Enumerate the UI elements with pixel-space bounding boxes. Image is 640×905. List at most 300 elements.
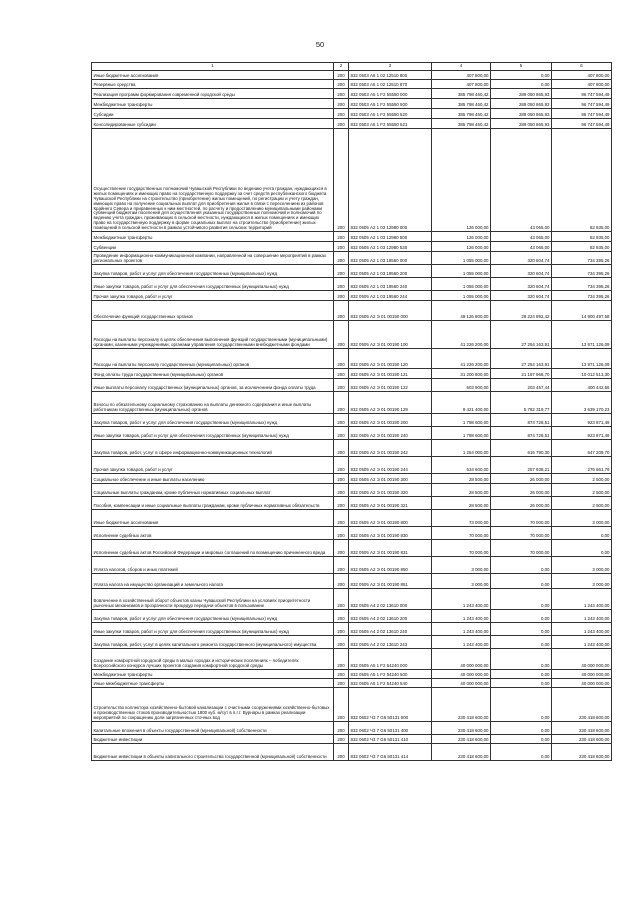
row-amount-executed: 5 782 319,77 bbox=[491, 392, 552, 414]
row-amount-remaining: 1 243 400,00 bbox=[552, 636, 612, 649]
row-code: 832 0602 Ч3 7 G6 50131 410 bbox=[349, 735, 432, 744]
table-row bbox=[92, 414, 612, 427]
row-amount-remaining: 2 500,00 bbox=[552, 474, 612, 484]
table-row bbox=[92, 321, 612, 349]
row-name: Иные бюджетные ассигнования bbox=[92, 510, 334, 527]
row-amount-remaining: 407 800,00 bbox=[552, 71, 612, 80]
budget-table bbox=[91, 62, 612, 761]
row-code: 832 0503 А5 1 F2 55550 000 bbox=[349, 89, 432, 99]
table-row bbox=[92, 510, 612, 527]
row-name: Вовлечение в хозяйственный оборот объектов казны Чувашской Республики на условиях приоритетности рыночных механизмов и прозрачности процедур передачи объектов в пользование bbox=[92, 589, 334, 610]
table-row bbox=[92, 688, 612, 722]
table-row bbox=[92, 89, 612, 99]
row-code: 832 0505 А5 1 F2 54240 000 bbox=[349, 649, 432, 670]
row-name: Бюджетные инвестиции bbox=[92, 735, 334, 744]
row-amount-executed: 289 050 865,93 bbox=[491, 109, 552, 119]
table-row bbox=[92, 735, 612, 744]
row-code: 832 0505 А4 2 02 13610 243 bbox=[349, 636, 432, 649]
row-name: Создание комфортной городской среды в малых городах и исторических поселениях – победителях Всероссийского конкурса лучших проектов создания комфортной городской среды bbox=[92, 649, 334, 670]
row-vid: 200 bbox=[334, 484, 349, 497]
row-amount-executed: 0,00 bbox=[491, 636, 552, 649]
row-vid: 200 bbox=[334, 252, 349, 265]
row-code: 832 0505 А2 Э 01 00190 000 bbox=[349, 301, 432, 321]
row-amount-remaining: 3 639 170,23 bbox=[552, 392, 612, 414]
table-row bbox=[92, 497, 612, 510]
row-vid: 200 bbox=[334, 735, 349, 744]
row-amount-remaining: 40 000 000,00 bbox=[552, 670, 612, 679]
row-amount-remaining: 276 661,79 bbox=[552, 457, 612, 474]
table-row bbox=[92, 109, 612, 119]
table-row bbox=[92, 679, 612, 688]
table-row bbox=[92, 71, 612, 80]
table-row bbox=[92, 301, 612, 321]
row-amount-remaining: 734 395,26 bbox=[552, 278, 612, 291]
row-amount-executed: 0,00 bbox=[491, 649, 552, 670]
row-amount-remaining: 82 935,00 bbox=[552, 232, 612, 242]
row-amount-executed: 0,00 bbox=[491, 735, 552, 744]
row-amount-executed: 43 065,00 bbox=[491, 232, 552, 242]
row-vid: 200 bbox=[334, 722, 349, 735]
row-amount-executed: 0,00 bbox=[491, 688, 552, 722]
row-vid: 200 bbox=[334, 610, 349, 623]
table-row bbox=[92, 527, 612, 540]
col-header-1: 1 bbox=[92, 63, 334, 71]
row-amount-remaining: 400 442,56 bbox=[552, 379, 612, 392]
row-code: 832 0505 А2 Э 01 00190 831 bbox=[349, 540, 432, 557]
col-header-6: 6 bbox=[552, 63, 612, 71]
row-name: Межбюджетные трансферты bbox=[92, 232, 334, 242]
row-name: Межбюджетные трансферты bbox=[92, 670, 334, 679]
row-name: Расходы на выплаты персоналу государственных (муниципальных) органов bbox=[92, 349, 334, 369]
row-code: 832 0505 А2 1 03 12980 000 bbox=[349, 129, 432, 232]
row-vid: 200 bbox=[334, 497, 349, 510]
row-amount-executed: 203 457,44 bbox=[491, 379, 552, 392]
row-vid: 200 bbox=[334, 527, 349, 540]
row-code: 832 0505 А2 1 03 12980 530 bbox=[349, 242, 432, 252]
row-vid: 200 bbox=[334, 540, 349, 557]
row-vid: 200 bbox=[334, 414, 349, 427]
row-vid: 200 bbox=[334, 291, 349, 301]
row-vid: 200 bbox=[334, 457, 349, 474]
row-amount-executed: 0,00 bbox=[491, 679, 552, 688]
row-code: 832 0505 А2 Э 01 00190 800 bbox=[349, 510, 432, 527]
table-row bbox=[92, 392, 612, 414]
row-amount-approved: 9 421 400,00 bbox=[432, 392, 491, 414]
table-row bbox=[92, 540, 612, 557]
row-amount-remaining: 3 000,00 bbox=[552, 574, 612, 589]
row-amount-executed: 27 254 163,91 bbox=[491, 349, 552, 369]
table-row bbox=[92, 589, 612, 610]
row-amount-remaining: 0,00 bbox=[552, 527, 612, 540]
row-amount-approved: 49 126 800,00 bbox=[432, 301, 491, 321]
row-amount-remaining: 1 243 400,00 bbox=[552, 623, 612, 636]
row-vid: 200 bbox=[334, 649, 349, 670]
row-code: 832 0505 А2 Э 01 00190 321 bbox=[349, 497, 432, 510]
row-amount-remaining: 1 243 400,00 bbox=[552, 610, 612, 623]
row-amount-executed: 26 000,00 bbox=[491, 474, 552, 484]
row-amount-executed: 43 065,00 bbox=[491, 242, 552, 252]
row-amount-remaining: 82 935,00 bbox=[552, 129, 612, 232]
row-amount-approved: 534 600,00 bbox=[432, 457, 491, 474]
row-code: 832 0505 А2 Э 01 00190 100 bbox=[349, 321, 432, 349]
table-row bbox=[92, 99, 612, 109]
row-amount-approved: 385 798 460,42 bbox=[432, 119, 491, 129]
row-code: 832 0505 А5 1 F2 54240 540 bbox=[349, 679, 432, 688]
row-name: Капитальные вложения в объекты государственной (муниципальной) собственности bbox=[92, 722, 334, 735]
row-vid: 200 bbox=[334, 589, 349, 610]
row-amount-remaining: 10 012 513,30 bbox=[552, 369, 612, 379]
row-amount-approved: 40 000 000,00 bbox=[432, 649, 491, 670]
row-amount-executed: 26 000,00 bbox=[491, 497, 552, 510]
row-amount-remaining: 230 418 600,00 bbox=[552, 688, 612, 722]
row-amount-approved: 73 000,00 bbox=[432, 510, 491, 527]
row-vid: 200 bbox=[334, 688, 349, 722]
row-amount-executed: 616 790,30 bbox=[491, 440, 552, 457]
row-vid: 200 bbox=[334, 574, 349, 589]
row-vid: 200 bbox=[334, 89, 349, 99]
table-row bbox=[92, 744, 612, 761]
row-code: 832 0505 А2 Э 01 00190 120 bbox=[349, 349, 432, 369]
row-name: Иные закупки товаров, работ и услуг для обеспечения государственных (муниципальных) нужд bbox=[92, 278, 334, 291]
row-code: 832 0505 А2 Э 01 00190 244 bbox=[349, 457, 432, 474]
row-vid: 200 bbox=[334, 80, 349, 89]
row-name: Иные бюджетные ассигнования bbox=[92, 71, 334, 80]
col-header-5: 5 bbox=[491, 63, 552, 71]
row-vid: 200 bbox=[334, 301, 349, 321]
row-code: 832 0505 А2 Э 01 00190 850 bbox=[349, 557, 432, 574]
table-row bbox=[92, 722, 612, 735]
row-amount-approved: 1 055 000,00 bbox=[432, 278, 491, 291]
row-amount-executed: 0,00 bbox=[491, 589, 552, 610]
row-amount-executed: 0,00 bbox=[491, 71, 552, 80]
table-row bbox=[92, 80, 612, 89]
row-amount-approved: 28 500,00 bbox=[432, 474, 491, 484]
row-name: Закупка товаров, работ и услуг для обеспечения государственных (муниципальных) нужд bbox=[92, 265, 334, 278]
row-amount-executed: 257 938,21 bbox=[491, 457, 552, 474]
row-code: 832 0503 А5 1 F2 55550 520 bbox=[349, 109, 432, 119]
row-amount-executed: 874 728,51 bbox=[491, 414, 552, 427]
row-amount-remaining: 40 000 000,00 bbox=[552, 649, 612, 670]
row-amount-approved: 1 243 400,00 bbox=[432, 610, 491, 623]
table-row bbox=[92, 557, 612, 574]
row-code: 832 0505 А2 Э 01 00190 851 bbox=[349, 574, 432, 589]
row-vid: 200 bbox=[334, 392, 349, 414]
row-amount-approved: 1 055 000,00 bbox=[432, 291, 491, 301]
table-row bbox=[92, 242, 612, 252]
row-amount-executed: 0,00 bbox=[491, 744, 552, 761]
row-name: Иные закупки товаров, работ и услуг для обеспечения государственных (муниципальных) нужд bbox=[92, 623, 334, 636]
table-row bbox=[92, 484, 612, 497]
row-amount-approved: 230 418 600,00 bbox=[432, 744, 491, 761]
row-amount-remaining: 407 800,00 bbox=[552, 80, 612, 89]
row-amount-approved: 3 000,00 bbox=[432, 557, 491, 574]
row-amount-executed: 0,00 bbox=[491, 623, 552, 636]
row-name: Прочая закупка товаров, работ и услуг bbox=[92, 291, 334, 301]
row-name: Обеспечение функций государственных органов bbox=[92, 301, 334, 321]
row-vid: 200 bbox=[334, 265, 349, 278]
row-amount-executed: 289 050 865,93 bbox=[491, 119, 552, 129]
row-code: 832 0505 А2 1 03 12980 500 bbox=[349, 232, 432, 242]
row-name: Проведение информационно-коммуникационной кампании, направленной на совершение мероприятий в рамках региональных проектов bbox=[92, 252, 334, 265]
row-amount-executed: 0,00 bbox=[491, 574, 552, 589]
row-code: 832 0505 А2 Э 01 00190 240 bbox=[349, 427, 432, 440]
row-amount-remaining: 14 900 497,58 bbox=[552, 301, 612, 321]
row-name: Резервные средства bbox=[92, 80, 334, 89]
row-name: Закупка товаров, работ, услуг в целях капитального ремонта государственного (муниципального) имущества bbox=[92, 636, 334, 649]
row-name: Уплата налогов, сборов и иных платежей bbox=[92, 557, 334, 574]
row-code: 832 0505 А2 Э 01 00190 320 bbox=[349, 484, 432, 497]
row-amount-executed: 28 224 892,42 bbox=[491, 301, 552, 321]
row-code: 832 0602 Ч3 7 G6 50131 400 bbox=[349, 722, 432, 735]
row-name: Субсидии bbox=[92, 109, 334, 119]
row-amount-remaining: 40 000 000,00 bbox=[552, 679, 612, 688]
row-name: Исполнение судебных актов bbox=[92, 527, 334, 540]
row-name: Взносы по обязательному социальному страхованию на выплаты денежного содержания и иные выплаты работникам государственных (муниципальных) органов bbox=[92, 392, 334, 414]
row-amount-approved: 385 798 460,42 bbox=[432, 89, 491, 99]
row-amount-executed: 289 050 865,93 bbox=[491, 89, 552, 99]
row-amount-approved: 3 000,00 bbox=[432, 574, 491, 589]
row-code: 832 0505 А2 Э 01 00190 129 bbox=[349, 392, 432, 414]
row-amount-remaining: 230 418 600,00 bbox=[552, 744, 612, 761]
row-amount-executed: 0,00 bbox=[491, 670, 552, 679]
row-amount-approved: 40 000 000,00 bbox=[432, 679, 491, 688]
row-code: 832 0505 А2 Э 01 00190 300 bbox=[349, 474, 432, 484]
row-code: 832 0505 А2 Э 01 00190 200 bbox=[349, 414, 432, 427]
row-amount-approved: 41 226 200,00 bbox=[432, 349, 491, 369]
row-name: Реализация программ формирования современной городской среды bbox=[92, 89, 334, 99]
table-row bbox=[92, 610, 612, 623]
row-amount-remaining: 923 871,49 bbox=[552, 427, 612, 440]
row-code: 832 0505 А4 2 02 13610 000 bbox=[349, 589, 432, 610]
row-amount-approved: 385 798 460,42 bbox=[432, 99, 491, 109]
row-amount-approved: 407 800,00 bbox=[432, 80, 491, 89]
row-amount-approved: 230 418 600,00 bbox=[432, 735, 491, 744]
row-code: 832 0503 А5 1 F2 55550 521 bbox=[349, 119, 432, 129]
row-vid: 200 bbox=[334, 474, 349, 484]
row-amount-approved: 126 000,00 bbox=[432, 129, 491, 232]
row-amount-approved: 41 226 200,00 bbox=[432, 321, 491, 349]
table-row bbox=[92, 457, 612, 474]
row-amount-approved: 31 200 800,00 bbox=[432, 369, 491, 379]
row-amount-approved: 603 900,00 bbox=[432, 379, 491, 392]
row-name: Консолидированные субсидии bbox=[92, 119, 334, 129]
row-amount-remaining: 96 747 594,49 bbox=[552, 99, 612, 109]
row-vid: 200 bbox=[334, 109, 349, 119]
row-code: 832 0505 А4 2 02 13610 200 bbox=[349, 610, 432, 623]
table-row bbox=[92, 232, 612, 242]
row-amount-approved: 126 000,00 bbox=[432, 232, 491, 242]
row-amount-executed: 0,00 bbox=[491, 80, 552, 89]
row-amount-approved: 1 798 600,00 bbox=[432, 427, 491, 440]
row-code: 832 0602 Ч3 7 G6 50131 414 bbox=[349, 744, 432, 761]
row-code: 832 0505 А2 Э 01 00190 830 bbox=[349, 527, 432, 540]
row-vid: 200 bbox=[334, 99, 349, 109]
row-amount-executed: 70 000,00 bbox=[491, 540, 552, 557]
row-amount-executed: 874 728,51 bbox=[491, 427, 552, 440]
row-amount-remaining: 734 395,26 bbox=[552, 252, 612, 265]
row-code: 832 0602 Ч3 7 G6 50131 000 bbox=[349, 688, 432, 722]
row-code: 832 0503 А5 1 02 12510 800 bbox=[349, 71, 432, 80]
row-code: 832 0505 А2 Э 01 00190 121 bbox=[349, 369, 432, 379]
table-row bbox=[92, 649, 612, 670]
row-vid: 200 bbox=[334, 119, 349, 129]
header-row bbox=[92, 63, 612, 71]
table-row bbox=[92, 349, 612, 369]
row-amount-executed: 70 000,00 bbox=[491, 527, 552, 540]
row-name: Субвенции bbox=[92, 242, 334, 252]
table-row bbox=[92, 440, 612, 457]
row-vid: 200 bbox=[334, 427, 349, 440]
row-amount-remaining: 3 000,00 bbox=[552, 510, 612, 527]
row-amount-remaining: 96 747 594,49 bbox=[552, 109, 612, 119]
col-header-2: 2 bbox=[334, 63, 349, 71]
row-amount-remaining: 734 395,26 bbox=[552, 291, 612, 301]
row-amount-approved: 1 798 600,00 bbox=[432, 414, 491, 427]
row-name: Бюджетные инвестиции в объекты капитального строительства государственной (муниципальной) собственности bbox=[92, 744, 334, 761]
row-code: 832 0505 А2 Э 01 00190 242 bbox=[349, 440, 432, 457]
row-vid: 200 bbox=[334, 232, 349, 242]
row-name: Иные выплаты персоналу государственных (муниципальных) органов, за исключением фонда оплаты труда bbox=[92, 379, 334, 392]
row-amount-executed: 26 000,00 bbox=[491, 484, 552, 497]
table-row bbox=[92, 379, 612, 392]
row-vid: 200 bbox=[334, 670, 349, 679]
table-row bbox=[92, 252, 612, 265]
row-name: Строительство коллектора хозяйственно-бытовой канализации с очистными сооружениями хозяйственно-бытовых и производственных стоков производительностью 1800 куб. м/сут в п.г.т. Вурнары в рамках реализации мероприятий по сокращению доли загрязненных сточных вод bbox=[92, 688, 334, 722]
row-name: Расходы на выплаты персоналу в целях обеспечения выполнения функций государственными (муниципальными) органами, казенными учреждениями, органами управления государственными внебюджетными фондами bbox=[92, 321, 334, 349]
table-row bbox=[92, 574, 612, 589]
table-row bbox=[92, 265, 612, 278]
row-amount-approved: 1 243 400,00 bbox=[432, 589, 491, 610]
col-header-4: 4 bbox=[432, 63, 491, 71]
table-row bbox=[92, 278, 612, 291]
row-amount-remaining: 82 935,00 bbox=[552, 242, 612, 252]
row-amount-executed: 320 604,74 bbox=[491, 252, 552, 265]
row-amount-remaining: 734 395,26 bbox=[552, 265, 612, 278]
row-amount-executed: 320 604,74 bbox=[491, 291, 552, 301]
table-row bbox=[92, 427, 612, 440]
row-vid: 200 bbox=[334, 369, 349, 379]
row-amount-approved: 1 243 400,00 bbox=[432, 623, 491, 636]
row-code: 832 0505 А2 1 03 19560 240 bbox=[349, 278, 432, 291]
row-amount-approved: 230 418 600,00 bbox=[432, 722, 491, 735]
row-amount-remaining: 1 243 400,00 bbox=[552, 589, 612, 610]
row-name: Пособия, компенсации и иные социальные выплаты гражданам, кроме публичных нормативных обязательств bbox=[92, 497, 334, 510]
row-name: Закупка товаров, работ, услуг в сфере информационно-коммуникационных технологий bbox=[92, 440, 334, 457]
row-amount-approved: 407 800,00 bbox=[432, 71, 491, 80]
row-name: Закупка товаров, работ и услуг для обеспечения государственных (муниципальных) нужд bbox=[92, 414, 334, 427]
row-amount-remaining: 0,00 bbox=[552, 540, 612, 557]
row-amount-remaining: 13 971 126,09 bbox=[552, 321, 612, 349]
row-amount-executed: 0,00 bbox=[491, 557, 552, 574]
row-vid: 200 bbox=[334, 278, 349, 291]
row-vid: 200 bbox=[334, 636, 349, 649]
row-amount-remaining: 96 747 594,49 bbox=[552, 119, 612, 129]
row-amount-remaining: 13 971 126,09 bbox=[552, 349, 612, 369]
table-row bbox=[92, 636, 612, 649]
table-row bbox=[92, 474, 612, 484]
row-name: Межбюджетные трансферты bbox=[92, 99, 334, 109]
table-row bbox=[92, 623, 612, 636]
table-row bbox=[92, 129, 612, 232]
table-row bbox=[92, 670, 612, 679]
row-name: Фонд оплаты труда государственных (муниципальных) органов bbox=[92, 369, 334, 379]
row-vid: 200 bbox=[334, 129, 349, 232]
row-amount-remaining: 230 418 600,00 bbox=[552, 722, 612, 735]
row-amount-executed: 0,00 bbox=[491, 610, 552, 623]
row-vid: 200 bbox=[334, 744, 349, 761]
row-name: Исполнение судебных актов Российской Федерации и мировых соглашений по возмещению причиненного вреда bbox=[92, 540, 334, 557]
row-vid: 200 bbox=[334, 679, 349, 688]
row-amount-approved: 40 000 000,00 bbox=[432, 670, 491, 679]
row-name: Прочая закупка товаров, работ и услуг bbox=[92, 457, 334, 474]
row-name: Социальное обеспечение и иные выплаты населению bbox=[92, 474, 334, 484]
row-vid: 200 bbox=[334, 242, 349, 252]
row-code: 832 0505 А2 Э 01 00190 122 bbox=[349, 379, 432, 392]
row-vid: 200 bbox=[334, 349, 349, 369]
row-code: 832 0505 А4 2 02 13610 240 bbox=[349, 623, 432, 636]
row-amount-executed: 43 065,00 bbox=[491, 129, 552, 232]
row-amount-approved: 230 418 600,00 bbox=[432, 688, 491, 722]
row-amount-remaining: 647 209,70 bbox=[552, 440, 612, 457]
row-amount-approved: 28 500,00 bbox=[432, 484, 491, 497]
row-amount-executed: 320 604,74 bbox=[491, 278, 552, 291]
row-amount-approved: 1 055 000,00 bbox=[432, 252, 491, 265]
row-amount-executed: 0,00 bbox=[491, 722, 552, 735]
table-body bbox=[92, 71, 612, 761]
table-row bbox=[92, 291, 612, 301]
row-name: Закупка товаров, работ и услуг для обеспечения государственных (муниципальных) нужд bbox=[92, 610, 334, 623]
row-amount-approved: 70 000,00 bbox=[432, 527, 491, 540]
row-amount-approved: 70 000,00 bbox=[432, 540, 491, 557]
row-amount-approved: 28 500,00 bbox=[432, 497, 491, 510]
row-amount-remaining: 3 000,00 bbox=[552, 557, 612, 574]
row-amount-remaining: 96 747 594,49 bbox=[552, 89, 612, 99]
row-amount-approved: 385 798 460,42 bbox=[432, 109, 491, 119]
table-row bbox=[92, 369, 612, 379]
row-code: 832 0505 А2 1 03 19560 244 bbox=[349, 291, 432, 301]
row-amount-remaining: 2 500,00 bbox=[552, 484, 612, 497]
row-amount-executed: 70 000,00 bbox=[491, 510, 552, 527]
row-code: 832 0505 А5 1 F2 54240 500 bbox=[349, 670, 432, 679]
row-code: 832 0503 А5 1 F2 55550 500 bbox=[349, 99, 432, 109]
row-name: Уплата налога на имущество организаций и земельного налога bbox=[92, 574, 334, 589]
page-number: 50 bbox=[315, 40, 325, 49]
row-amount-remaining: 230 418 600,00 bbox=[552, 735, 612, 744]
row-amount-remaining: 923 871,49 bbox=[552, 414, 612, 427]
row-name: Иные межбюджетные трансферты bbox=[92, 679, 334, 688]
row-amount-executed: 27 254 163,91 bbox=[491, 321, 552, 349]
row-vid: 200 bbox=[334, 379, 349, 392]
row-amount-approved: 126 000,00 bbox=[432, 242, 491, 252]
row-vid: 200 bbox=[334, 321, 349, 349]
table-row bbox=[92, 119, 612, 129]
row-amount-approved: 1 243 400,00 bbox=[432, 636, 491, 649]
row-amount-executed: 289 050 865,93 bbox=[491, 99, 552, 109]
row-code: 832 0505 А2 1 03 19560 000 bbox=[349, 252, 432, 265]
row-amount-approved: 1 055 000,00 bbox=[432, 265, 491, 278]
row-vid: 200 bbox=[334, 440, 349, 457]
row-vid: 200 bbox=[334, 71, 349, 80]
col-header-3: 3 bbox=[349, 63, 432, 71]
row-name: Осуществление государственных полномочий Чувашской Республики по ведению учета граждан, нуждающихся в жилых помещениях и имеющих право на государственную поддержку за счет средств республиканского бюджета Чувашской Республики на строительство (приобретение) жилых помещений, по регистрации и учету граждан, имеющих право на получение социальных выплат для приобретения жилья в связи с переселением из районов Крайнего Севера и приравненных к ним местностей, по расчету и предоставлению муниципальными районами субвенций бюджетам поселений для осуществления указанных государственных полномочий и полномочий по ведению учета граждан, проживающих в сельской местности, нуждающихся в жилых помещениях и имеющих право на государственную поддержку в форме социальных выплат на строительство (приобретение) жилых помещений в сельской местности в рамках устойчивого развития сельских территорий bbox=[92, 129, 334, 232]
row-amount-executed: 320 604,74 bbox=[491, 265, 552, 278]
row-vid: 200 bbox=[334, 510, 349, 527]
row-name: Иные закупки товаров, работ и услуг для обеспечения государственных (муниципальных) нужд bbox=[92, 427, 334, 440]
row-amount-executed: 21 187 966,70 bbox=[491, 369, 552, 379]
row-code: 832 0505 А2 1 03 19560 200 bbox=[349, 265, 432, 278]
row-amount-approved: 1 264 000,00 bbox=[432, 440, 491, 457]
row-amount-remaining: 2 500,00 bbox=[552, 497, 612, 510]
